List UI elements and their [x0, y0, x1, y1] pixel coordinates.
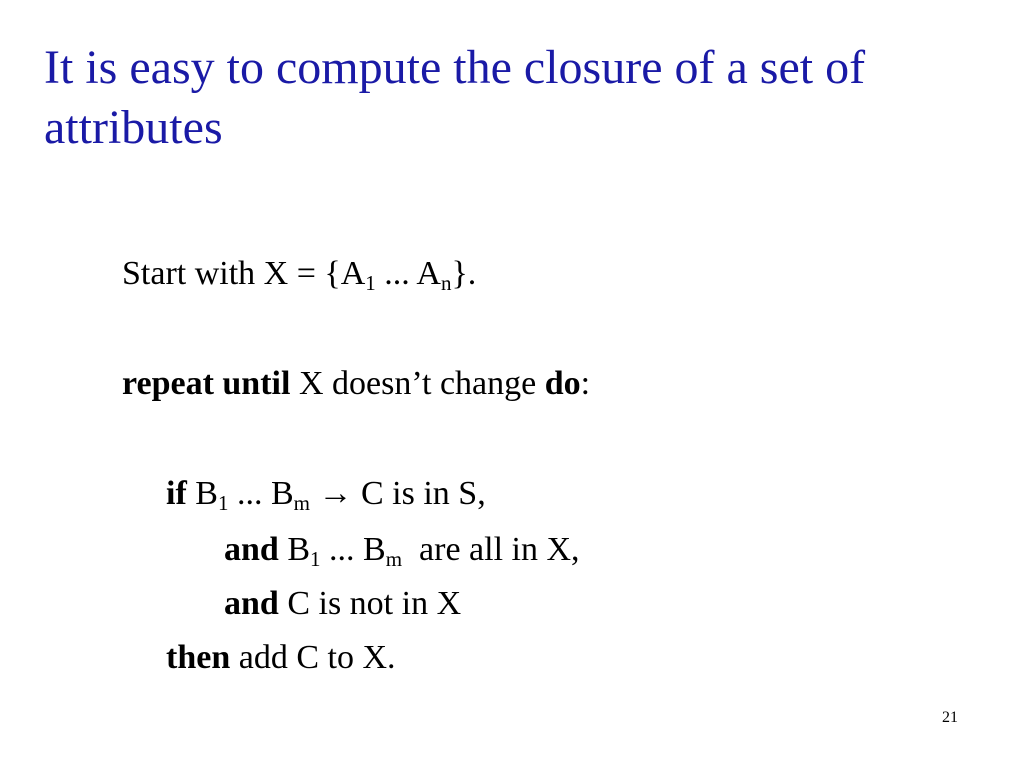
if-statement: [166, 474, 486, 514]
and1-b: B: [278, 531, 311, 568]
page-number: 21: [942, 709, 958, 726]
subscript-m: m: [385, 547, 403, 571]
repeat-colon: :: [580, 365, 591, 402]
then-rest: add C to X.: [230, 639, 396, 676]
start-prefix: Start with X = {A: [122, 255, 366, 292]
if-rest: C is in S,: [361, 475, 486, 512]
if-b: B: [186, 475, 218, 512]
if-middle: ... B: [228, 475, 294, 512]
then-statement: [166, 638, 396, 678]
and2-rest: C is not in X: [278, 585, 462, 622]
keyword-if: if: [166, 475, 187, 512]
start-statement: [122, 254, 476, 294]
and-condition-1: [224, 530, 580, 570]
slide-title: It is easy to compute the closure of a set of attributes: [44, 41, 866, 154]
and1-rest: are all in X,: [402, 531, 580, 568]
subscript-1: 1: [365, 271, 376, 295]
start-middle: ... A: [375, 255, 441, 292]
keyword-repeat-until: repeat until: [122, 365, 291, 402]
start-suffix: }.: [451, 255, 477, 292]
keyword-then: then: [166, 639, 231, 676]
subscript-m: m: [293, 491, 310, 515]
repeat-statement: [122, 364, 590, 404]
subscript-1: 1: [217, 491, 229, 515]
and1-middle: ... B: [320, 531, 386, 568]
repeat-condition: X doesn’t change: [290, 365, 545, 402]
keyword-and: and: [224, 585, 279, 622]
and-condition-2: [224, 584, 461, 624]
arrow-symbol: →: [310, 475, 361, 512]
subscript-1: 1: [310, 547, 321, 571]
subscript-n: n: [440, 271, 452, 295]
keyword-do: do: [544, 365, 581, 402]
keyword-and: and: [224, 531, 279, 568]
